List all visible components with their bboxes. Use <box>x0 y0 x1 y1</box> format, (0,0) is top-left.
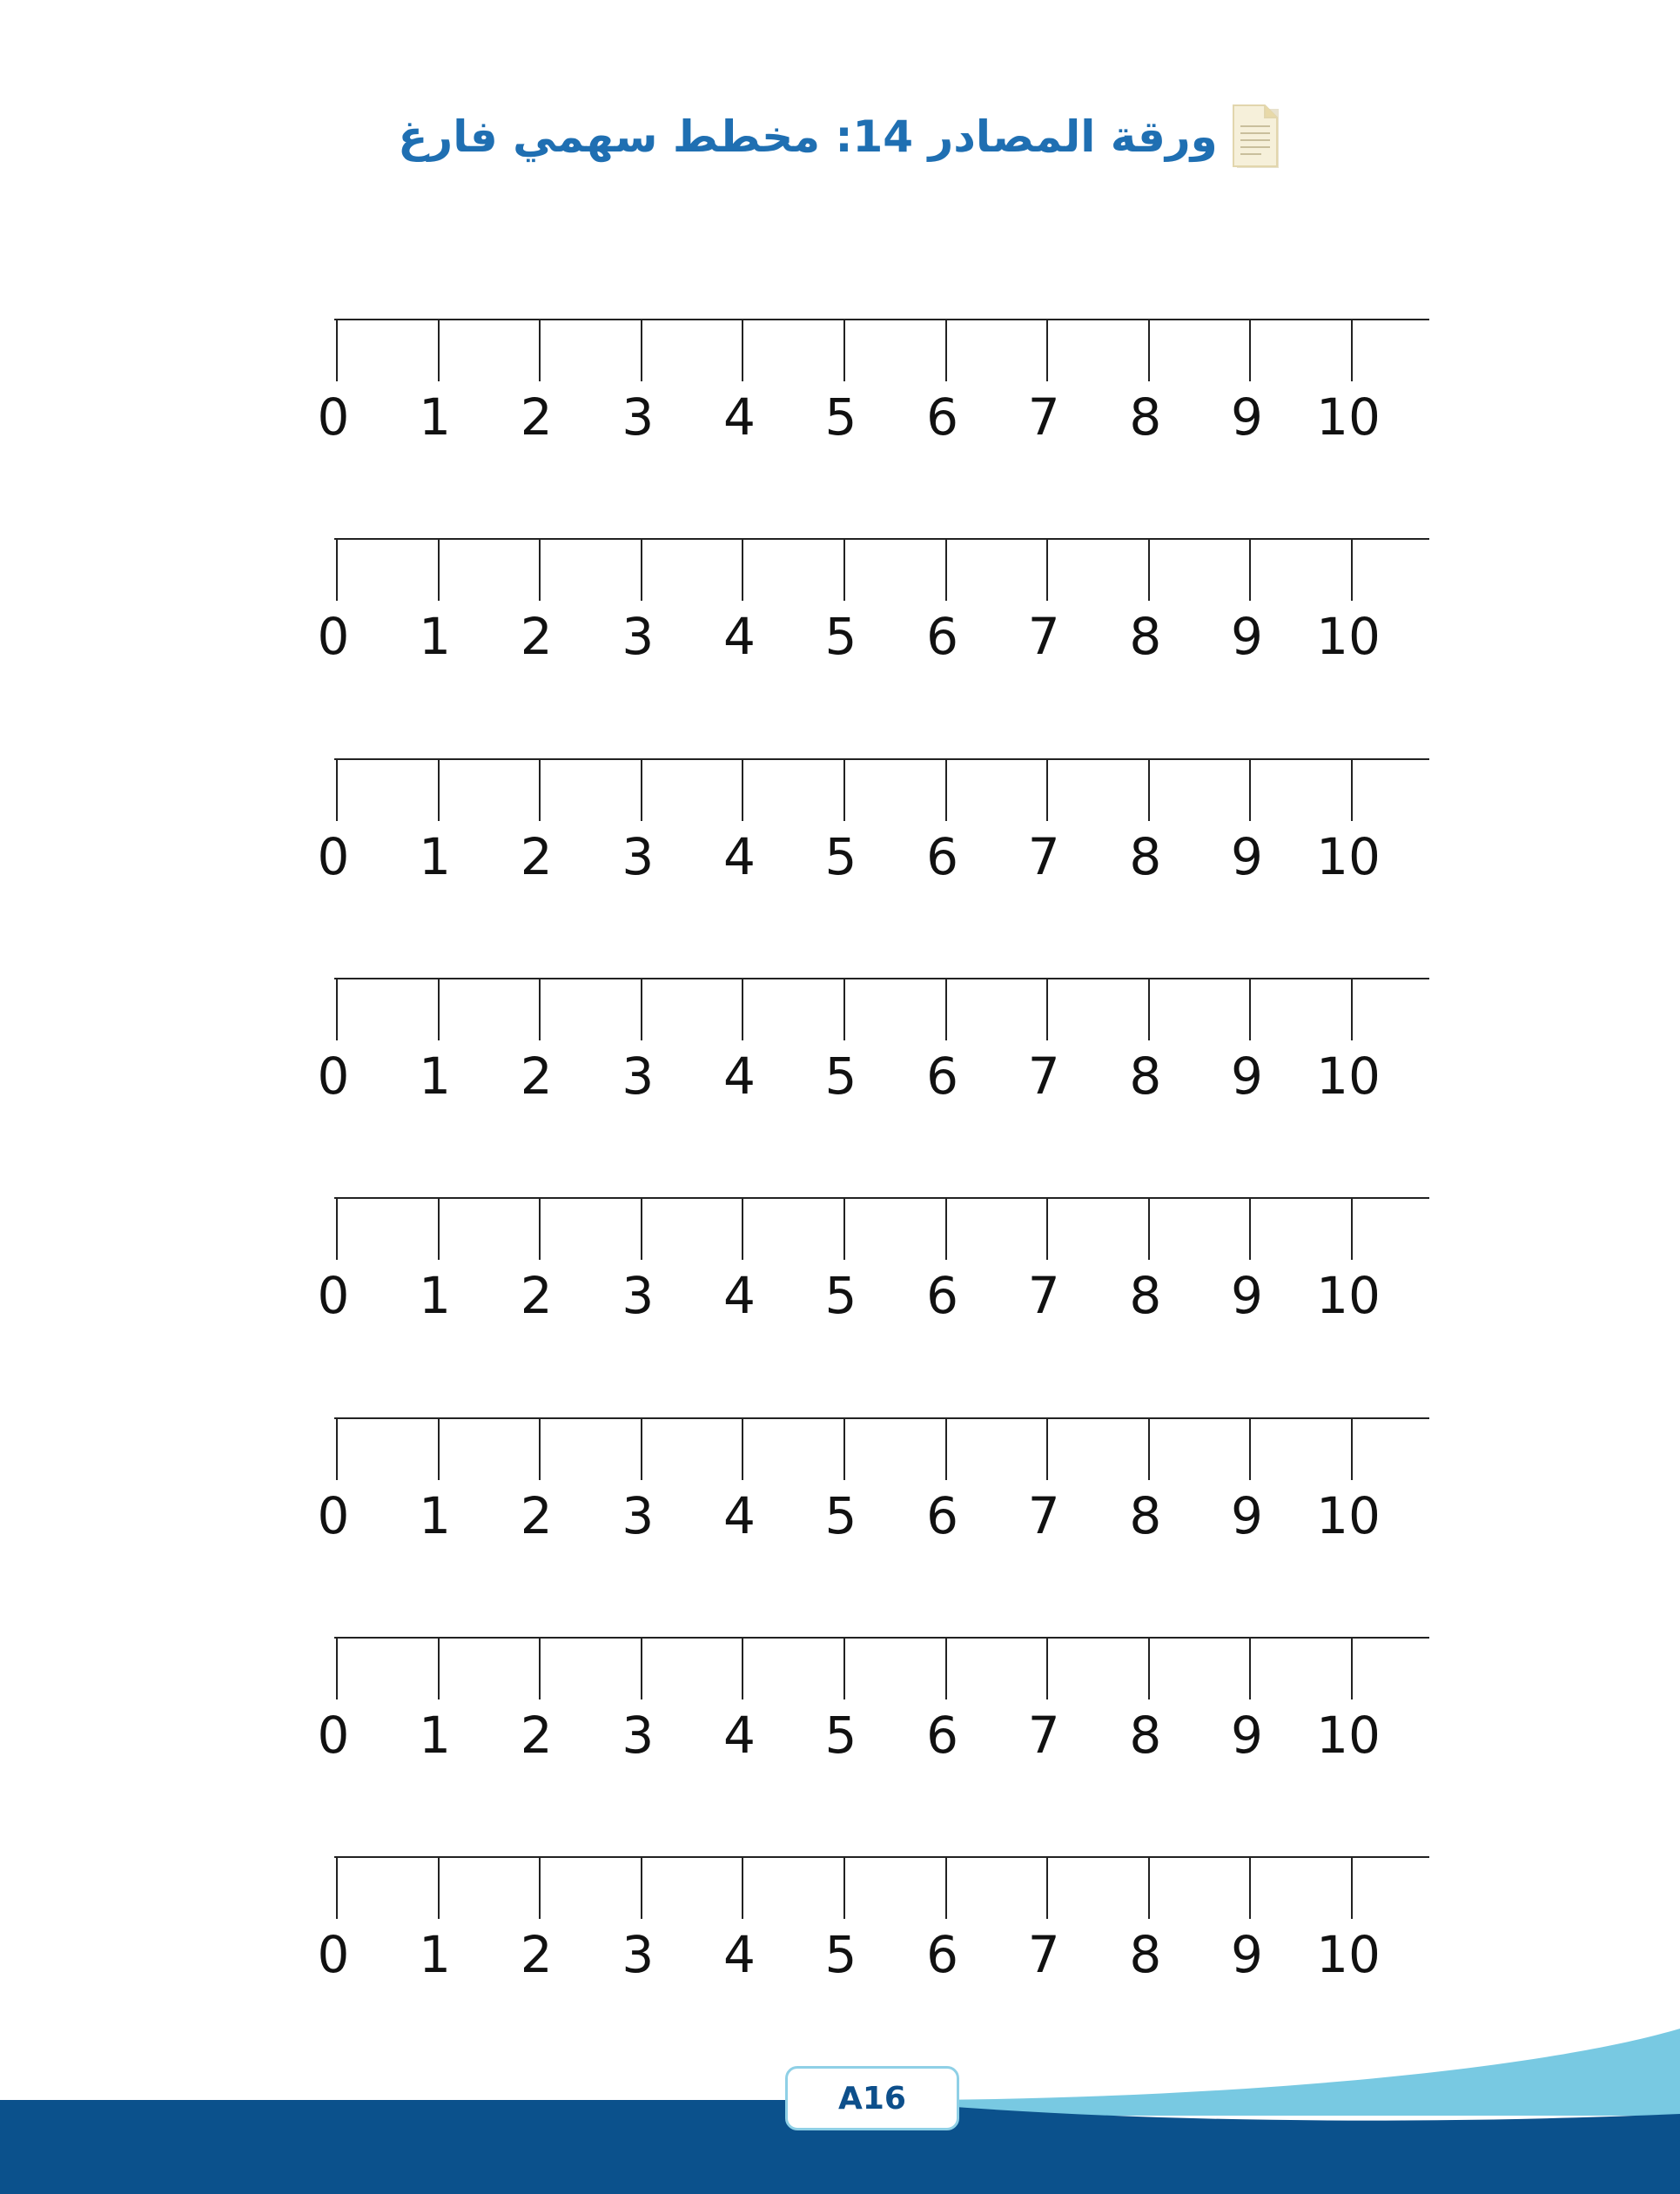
number-line-label: 2 <box>520 387 553 447</box>
number-line-label: 8 <box>1129 827 1162 886</box>
number-line-tick <box>641 758 642 821</box>
number-line-label: 6 <box>926 1925 959 1984</box>
number-line-tick <box>945 319 947 381</box>
number-line-tick <box>1046 758 1048 821</box>
number-line-tick <box>1351 758 1353 821</box>
number-line-label: 0 <box>317 607 350 666</box>
number-line-label: 7 <box>1027 1925 1060 1984</box>
number-line-tick <box>843 1197 845 1260</box>
number-line-tick <box>945 758 947 821</box>
number-line-tick <box>742 1417 743 1480</box>
number-line-label: 7 <box>1027 1266 1060 1325</box>
number-line-label: 6 <box>926 827 959 886</box>
number-line-tick <box>742 978 743 1040</box>
number-line-label: 1 <box>419 1047 452 1106</box>
number-line-label: 10 <box>1316 387 1381 447</box>
number-line-tick <box>1148 978 1150 1040</box>
number-line-tick <box>539 1856 541 1919</box>
number-line-label: 2 <box>520 607 553 666</box>
number-line-label: 2 <box>520 1486 553 1545</box>
number-line-label: 3 <box>622 607 655 666</box>
number-line-axis <box>334 1856 1429 1858</box>
number-line-label: 6 <box>926 1486 959 1545</box>
number-line-tick <box>641 319 642 381</box>
number-line-tick <box>1148 1637 1150 1699</box>
number-line-label: 1 <box>419 607 452 666</box>
number-line-label: 10 <box>1316 1486 1381 1545</box>
number-line-tick <box>539 1637 541 1699</box>
number-line-axis <box>334 319 1429 320</box>
number-line-tick <box>945 1197 947 1260</box>
number-line-tick <box>539 1417 541 1480</box>
number-line <box>317 758 1431 898</box>
number-line-tick <box>336 1197 338 1260</box>
number-line-label: 8 <box>1129 1925 1162 1984</box>
number-line-tick <box>742 538 743 601</box>
number-line-label: 1 <box>419 387 452 447</box>
number-line-label: 6 <box>926 1706 959 1765</box>
number-line-tick <box>539 1197 541 1260</box>
number-line-tick <box>742 1197 743 1260</box>
number-line-tick <box>438 1197 440 1260</box>
number-line-label: 3 <box>622 1706 655 1765</box>
number-line-label: 4 <box>722 1925 756 1984</box>
number-line-tick <box>641 538 642 601</box>
number-line-axis <box>334 758 1429 760</box>
number-line-tick <box>742 1637 743 1699</box>
number-line-label: 9 <box>1230 1266 1263 1325</box>
number-line-label: 5 <box>824 827 857 886</box>
number-line-label: 7 <box>1027 607 1060 666</box>
number-line-axis <box>334 1417 1429 1419</box>
number-line-tick <box>843 319 845 381</box>
number-line-tick <box>1249 319 1251 381</box>
number-line-tick <box>438 1637 440 1699</box>
number-line-label: 10 <box>1316 827 1381 886</box>
number-line-tick <box>1046 538 1048 601</box>
number-line-tick <box>641 1637 642 1699</box>
number-line-label: 5 <box>824 1706 857 1765</box>
number-line-tick <box>336 978 338 1040</box>
number-line <box>317 1197 1431 1336</box>
number-line <box>317 1417 1431 1557</box>
number-line-label: 9 <box>1230 827 1263 886</box>
number-line-label: 9 <box>1230 1706 1263 1765</box>
number-line-label: 0 <box>317 1486 350 1545</box>
number-line-tick <box>1351 319 1353 381</box>
number-line-tick <box>336 1856 338 1919</box>
number-line-tick <box>539 758 541 821</box>
number-line <box>317 978 1431 1117</box>
number-line-label: 3 <box>622 387 655 447</box>
number-line-label: 1 <box>419 1925 452 1984</box>
number-line-tick <box>1249 1856 1251 1919</box>
number-line-label: 9 <box>1230 607 1263 666</box>
number-line-tick <box>1148 538 1150 601</box>
number-line-label: 4 <box>722 1047 756 1106</box>
number-line-label: 4 <box>722 1706 756 1765</box>
number-line-tick <box>1148 1417 1150 1480</box>
number-line-label: 3 <box>622 1266 655 1325</box>
number-line-label: 7 <box>1027 1486 1060 1545</box>
number-line-label: 8 <box>1129 1047 1162 1106</box>
number-line-tick <box>1351 1637 1353 1699</box>
number-line-label: 5 <box>824 1047 857 1106</box>
number-line-tick <box>1249 758 1251 821</box>
number-line-label: 3 <box>622 827 655 886</box>
number-line-label: 9 <box>1230 1047 1263 1106</box>
number-line-label: 10 <box>1316 1047 1381 1106</box>
number-line-tick <box>438 1417 440 1480</box>
page-number-badge: A16 <box>785 2066 959 2130</box>
number-line-label: 9 <box>1230 1486 1263 1545</box>
number-line-tick <box>641 1856 642 1919</box>
number-line-tick <box>945 978 947 1040</box>
number-line-tick <box>1249 978 1251 1040</box>
number-line <box>317 319 1431 458</box>
number-line-tick <box>641 978 642 1040</box>
number-line-label: 4 <box>722 1486 756 1545</box>
number-line-axis <box>334 538 1429 540</box>
number-line-tick <box>336 319 338 381</box>
number-line-tick <box>843 978 845 1040</box>
number-line-tick <box>1148 1856 1150 1919</box>
number-line <box>317 1637 1431 1776</box>
number-line-label: 2 <box>520 1266 553 1325</box>
number-line-label: 7 <box>1027 827 1060 886</box>
number-line-label: 0 <box>317 1925 350 1984</box>
number-line-label: 4 <box>722 387 756 447</box>
number-line-tick <box>1046 1637 1048 1699</box>
number-line-tick <box>1351 538 1353 601</box>
number-line-label: 3 <box>622 1047 655 1106</box>
number-line-tick <box>843 1856 845 1919</box>
number-line-label: 7 <box>1027 387 1060 447</box>
number-line-label: 0 <box>317 1047 350 1106</box>
number-line-tick <box>1351 1856 1353 1919</box>
number-line-label: 7 <box>1027 1706 1060 1765</box>
number-line-tick <box>438 538 440 601</box>
number-line-label: 3 <box>622 1925 655 1984</box>
number-line-label: 0 <box>317 387 350 447</box>
number-line-label: 10 <box>1316 1925 1381 1984</box>
number-line-label: 0 <box>317 1706 350 1765</box>
number-line-tick <box>641 1417 642 1480</box>
number-line-label: 0 <box>317 1266 350 1325</box>
number-line-axis <box>334 1197 1429 1199</box>
number-line-axis <box>334 1637 1429 1639</box>
number-line-axis <box>334 978 1429 979</box>
number-line-label: 6 <box>926 1047 959 1106</box>
number-line-label: 2 <box>520 1706 553 1765</box>
number-line-tick <box>843 538 845 601</box>
number-line-tick <box>438 1856 440 1919</box>
number-line-tick <box>1249 1637 1251 1699</box>
number-line-tick <box>1249 1417 1251 1480</box>
number-line-label: 5 <box>824 1486 857 1545</box>
number-line-label: 4 <box>722 607 756 666</box>
number-line-label: 5 <box>824 387 857 447</box>
number-line-label: 2 <box>520 1925 553 1984</box>
number-line-label: 0 <box>317 827 350 886</box>
number-line-label: 6 <box>926 607 959 666</box>
number-line-label: 9 <box>1230 1925 1263 1984</box>
number-line-tick <box>1046 1197 1048 1260</box>
number-line-label: 8 <box>1129 387 1162 447</box>
number-line-tick <box>1046 319 1048 381</box>
number-line-tick <box>438 319 440 381</box>
number-line-label: 4 <box>722 1266 756 1325</box>
number-line-tick <box>1148 758 1150 821</box>
number-line-label: 2 <box>520 1047 553 1106</box>
number-line-tick <box>539 978 541 1040</box>
number-line-tick <box>945 1417 947 1480</box>
number-line-tick <box>742 319 743 381</box>
number-line-tick <box>539 319 541 381</box>
number-line <box>317 1856 1431 1995</box>
number-line-label: 6 <box>926 387 959 447</box>
number-line-tick <box>843 1637 845 1699</box>
number-line-tick <box>1249 538 1251 601</box>
number-line-tick <box>1046 1417 1048 1480</box>
number-line-label: 1 <box>419 827 452 886</box>
number-line-tick <box>539 538 541 601</box>
number-line-label: 8 <box>1129 1266 1162 1325</box>
number-line-label: 8 <box>1129 1486 1162 1545</box>
number-line-tick <box>1148 1197 1150 1260</box>
number-line-tick <box>1046 978 1048 1040</box>
number-line-tick <box>641 1197 642 1260</box>
number-line-label: 1 <box>419 1266 452 1325</box>
number-line-label: 4 <box>722 827 756 886</box>
number-line-label: 8 <box>1129 1706 1162 1765</box>
number-line-label: 10 <box>1316 607 1381 666</box>
number-line-tick <box>438 758 440 821</box>
number-line-tick <box>336 758 338 821</box>
number-line-tick <box>945 1637 947 1699</box>
page-title: ورقة المصادر 14: مخطط سهمي فارغ <box>398 111 1218 162</box>
number-line-tick <box>945 1856 947 1919</box>
number-line-label: 7 <box>1027 1047 1060 1106</box>
number-line-label: 2 <box>520 827 553 886</box>
number-line-tick <box>1351 978 1353 1040</box>
number-line-tick <box>843 758 845 821</box>
number-line-tick <box>945 538 947 601</box>
number-line-tick <box>742 758 743 821</box>
number-line-tick <box>843 1417 845 1480</box>
number-line-tick <box>336 1417 338 1480</box>
number-line-tick <box>336 538 338 601</box>
number-line-tick <box>742 1856 743 1919</box>
number-line-label: 1 <box>419 1486 452 1545</box>
number-line-label: 5 <box>824 607 857 666</box>
number-line-label: 3 <box>622 1486 655 1545</box>
number-line-tick <box>1148 319 1150 381</box>
number-line-label: 10 <box>1316 1706 1381 1765</box>
number-line <box>317 538 1431 677</box>
number-line-label: 5 <box>824 1925 857 1984</box>
number-line-label: 10 <box>1316 1266 1381 1325</box>
number-line-label: 1 <box>419 1706 452 1765</box>
number-line-tick <box>1046 1856 1048 1919</box>
number-line-tick <box>1249 1197 1251 1260</box>
number-line-label: 8 <box>1129 607 1162 666</box>
number-line-label: 6 <box>926 1266 959 1325</box>
number-line-label: 9 <box>1230 387 1263 447</box>
number-line-label: 5 <box>824 1266 857 1325</box>
number-line-tick <box>438 978 440 1040</box>
number-line-tick <box>1351 1197 1353 1260</box>
number-line-tick <box>1351 1417 1353 1480</box>
number-line-tick <box>336 1637 338 1699</box>
